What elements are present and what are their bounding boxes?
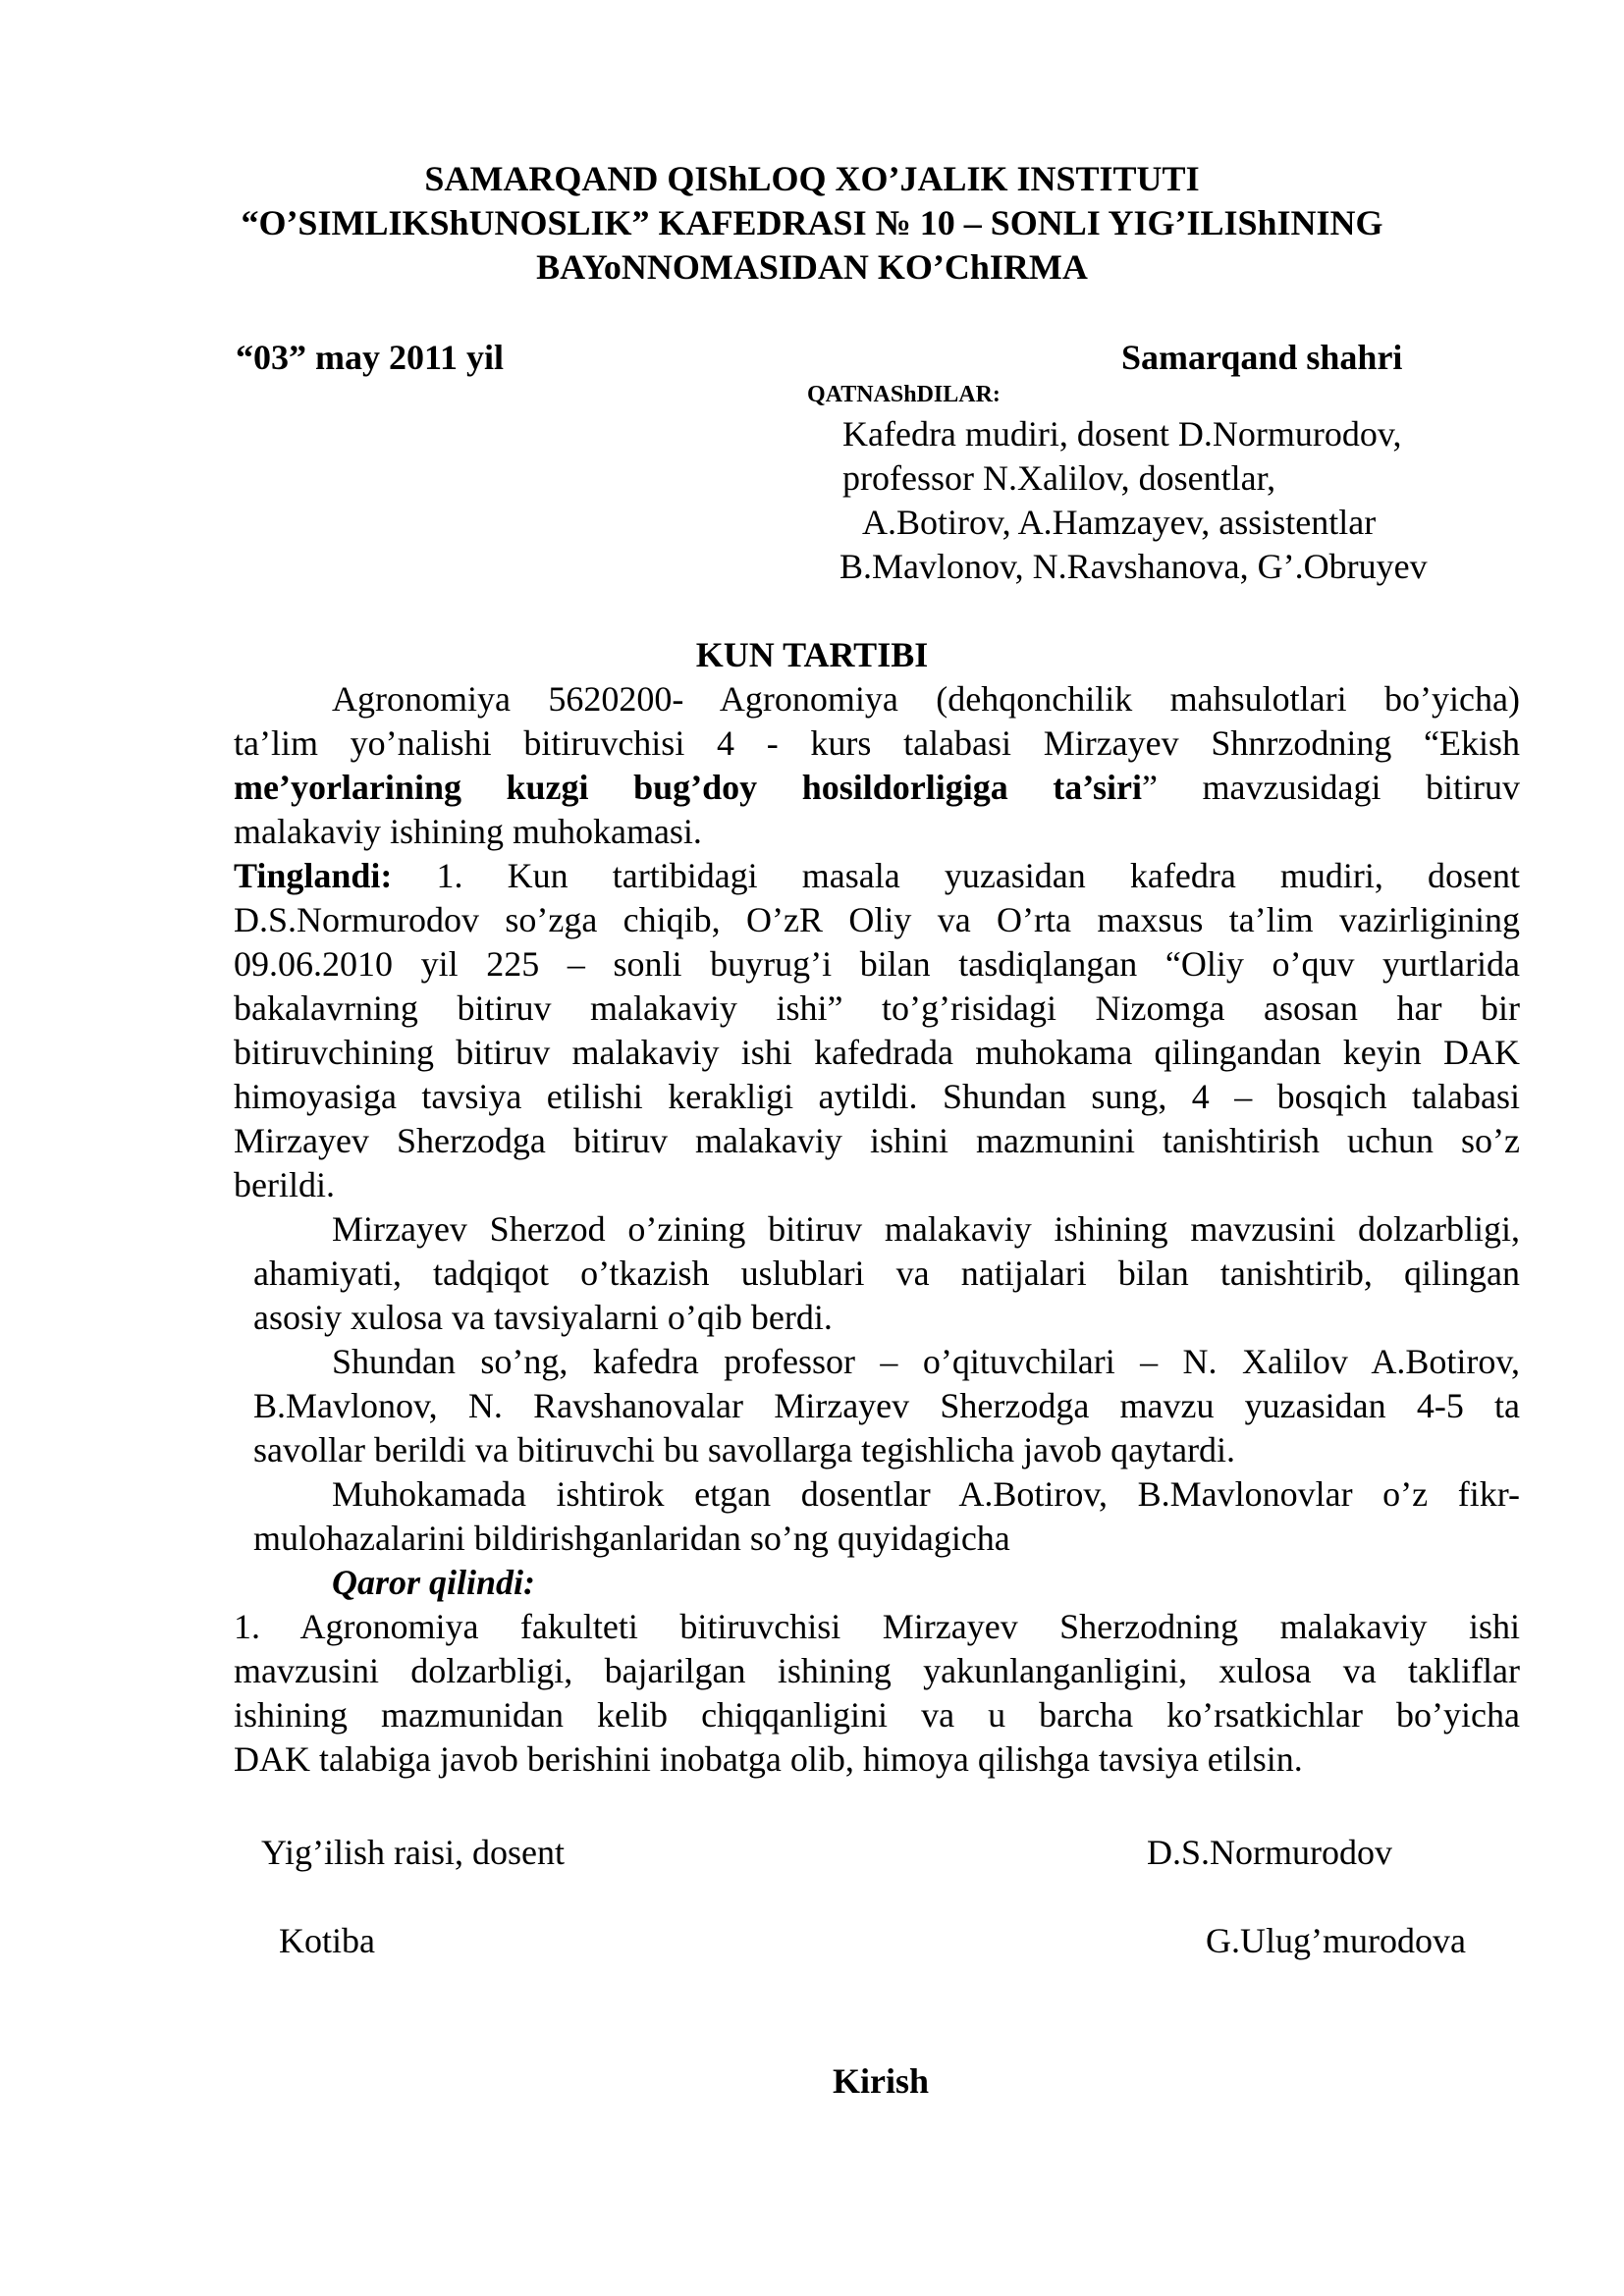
heard-line: bitiruvchining bitiruv malakaviy ishi kafedrada muhokama qilingandan keyin DAK [234,1033,1520,1072]
agenda-line-text: ta’lim yo’nalishi bitiruvchisi 4 - kurs talabasi Mirzayev Shnrzodning “Ekish [234,723,1520,763]
heard-line-text: 1. Kun tartibidagi masala yuzasidan kafedra mudiri, dosent [392,856,1520,895]
meeting-date: “03” may 2011 yil [236,338,505,377]
participants-line: Kafedra mudiri, dosent D.Normurodov, [842,414,1402,454]
decision-label: Qaror qilindi: [332,1563,536,1602]
meeting-city: Samarqand shahri [1121,338,1403,377]
decision-line: 1. Agronomiya fakulteti bitiruvchisi Mirzayev Sherzodning malakaviy ishi [234,1607,1520,1646]
department-title: “O’SIMLIKShUNOSLIK” KAFEDRASI № 10 – SONLI YIG’ILIShINING [241,203,1383,242]
heard-line: D.S.Normurodov so’zga chiqib, O’zR Oliy va O’rta maxsus ta’lim vazirligining [234,900,1520,939]
agenda-line-text: ” mavzusidagi bitiruv [1141,768,1520,807]
heard-line: bakalavrning bitiruv malakaviy ishi” to’g’risidagi Nizomga asosan har bir [234,988,1520,1028]
secretary-title: Kotiba [279,1921,375,1960]
participants-line: professor N.Xalilov, dosentlar, [842,458,1276,498]
discussion-line: Muhokamada ishtirok etgan dosentlar A.Botirov, B.Mavlonovlar o’z fikr- [332,1474,1520,1514]
decision-line: ishining mazmunidan kelib chiqqanligini va u barcha ko’rsatkichlar bo’yicha [234,1695,1520,1735]
section-title: Kirish [832,2061,929,2101]
questions-line: B.Mavlonov, N. Ravshanovalar Mirzayev Sherzodga mavzu yuzasidan 4-5 ta [253,1386,1520,1425]
heard-line: berildi. [234,1165,335,1204]
secretary-name: G.Ulug’murodova [1206,1921,1466,1960]
decision-line: DAK talabiga javob berishini inobatga olib, himoya qilishga tavsiya etilsin. [234,1739,1303,1779]
agenda-line [234,721,1520,765]
presentation-line: asosiy xulosa va tavsiyalarni o’qib berdi. [253,1298,833,1337]
presentation-line: ahamiyati, tadqiqot o’tkazish uslublari va natijalari bilan tanishtirib, qilingan [253,1254,1520,1293]
agenda-title: KUN TARTIBI [695,635,929,674]
institute-title: SAMARQAND QIShLOQ XO’JALIK INSTITUTI [424,159,1200,198]
participants-label: QATNAShDILAR: [807,382,1001,407]
questions-line: Shundan so’ng, kafedra professor – o’qituvchilari – N. Xalilov A.Botirov, [332,1342,1520,1381]
discussion-line: mulohazalarini bildirishganlaridan so’ng quyidagicha [253,1519,1010,1558]
agenda-line: Agronomiya 5620200- Agronomiya (dehqonchilik mahsulotlari bo’yicha) [332,679,1520,719]
document-title: BAYoNNOMASIDAN KO’ChIRMA [536,247,1088,287]
agenda-line [234,766,1520,809]
agenda-line: malakaviy ishining muhokamasi. [234,812,702,851]
questions-line: savollar berildi va bitiruvchi bu savollarga tegishlicha javob qaytardi. [253,1430,1236,1469]
participants-line: A.Botirov, A.Hamzayev, assistentlar [862,503,1377,542]
participants-line: B.Mavlonov, N.Ravshanova, G’.Obruyev [839,547,1428,586]
heard-line: himoyasiga tavsiya etilishi kerakligi aytildi. Shundan sung, 4 – bosqich talabasi [234,1077,1520,1116]
chair-name: D.S.Normurodov [1147,1833,1392,1872]
thesis-topic: me’yorlarining kuzgi bug’doy hosildorligiga ta’siri [234,768,1142,807]
heard-line: 09.06.2010 yil 225 – sonli buyrug’i bilan tasdiqlangan “Oliy o’quv yurtlarida [234,944,1520,984]
heard-label: Tinglandi: [234,856,393,895]
decision-line: mavzusini dolzarbligi, bajarilgan ishining yakunlanganligini, xulosa va takliflar [234,1651,1520,1690]
heard-line: Mirzayev Sherzodga bitiruv malakaviy ishini mazmunini tanishtirish uchun so’z [234,1121,1520,1160]
chair-title: Yig’ilish raisi, dosent [261,1833,565,1872]
heard-line [234,854,1520,897]
presentation-line: Mirzayev Sherzod o’zining bitiruv malakaviy ishining mavzusini dolzarbligi, [332,1209,1520,1249]
